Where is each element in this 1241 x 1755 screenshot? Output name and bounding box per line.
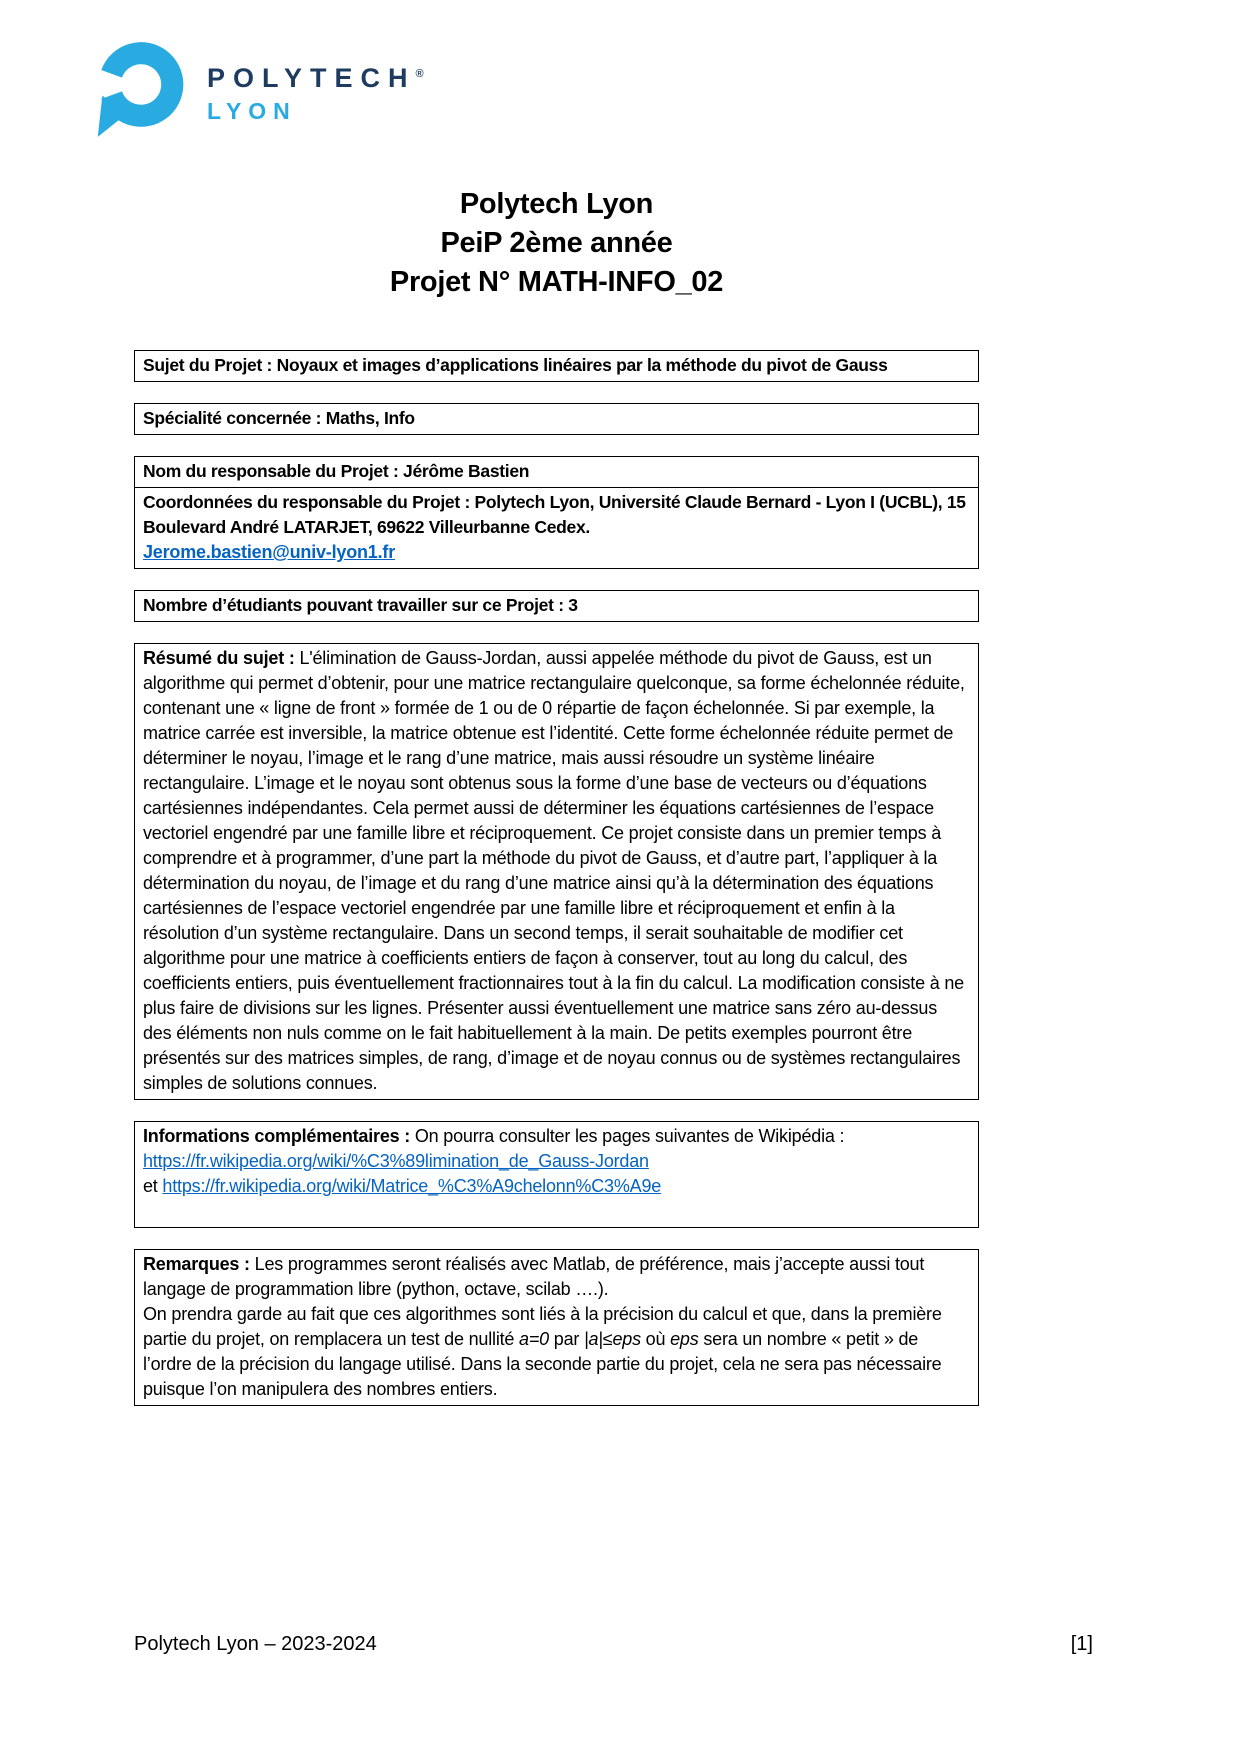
- resume-label: Résumé du sujet :: [143, 648, 295, 668]
- section-specialite: [134, 403, 979, 435]
- logo-city-text: LYON: [207, 98, 297, 124]
- responsable-nom-text: Nom du responsable du Projet : Jérôme Bastien: [143, 461, 530, 481]
- section-remarques: [134, 1249, 979, 1406]
- title-line-2: PeiP 2ème année: [440, 227, 673, 259]
- resume-text: L'élimination de Gauss-Jordan, aussi appelée méthode du pivot de Gauss, est un algorithme qui permet d’obtenir, pour une matrice rectangulaire quelconque, sa forme échelonnée réduite, contenant une « ligne de front » formée de 1 ou de 0 répartie de façon échelonnée. Si par exemple, la matrice carrée est inversible, la matrice obtenue est l’identité. Cette forme échelonnée réduite permet de déterminer le noyau, l’image et le rang d’une matrice, mais aussi résoudre un système linéaire rectangulaire. L’image et le noyau sont obtenus sous la forme d’une base de vecteurs ou d’équations cartésiennes indépendantes. Cela permet aussi de déterminer les équations cartésiennes de l’espace vectoriel engendré par une famille libre et réciproquement. Ce projet consiste dans un premier temps à comprendre et à programmer, d’une part la méthode du pivot de Gauss, et d’autre part, l’appliquer à la détermination du noyau, de l’image et du rang d’une matrice ainsi qu’à la détermination des équations cartésiennes de l’espace vectoriel engendrée par une famille libre et réciproquement et enfin à la résolution d’un système rectangulaire. Dans un second temps, il serait souhaitable de modifier cet algorithme pour une matrice à coefficients entiers de façon à conserver, tout au long du calcul, des coefficients entiers, puis éventuellement fractionnaires tout à la fin du calcul. La modification consiste à ne plus faire de divisions sur les lignes. Présenter aussi éventuellement une matrice sans zéro au-dessus des éléments non nuls comme on le fait habituellement à la main. De petits exemples pourront être présentés sur des matrices simples, de rang, d’image et de noyau connus ou de systèmes rectangulaires simples de solutions connues.: [143, 648, 965, 1093]
- responsable-coordonnees-row: [135, 487, 978, 568]
- remarques-paragraph-1: [143, 1252, 970, 1302]
- remarques-para2-text-3: où: [640, 1329, 671, 1349]
- remarques-label: Remarques :: [143, 1254, 250, 1274]
- informations-label: Informations complémentaires :: [143, 1126, 411, 1146]
- logo-brand-label: POLYTECH: [207, 63, 416, 93]
- remarques-paragraph-2: [143, 1302, 970, 1402]
- sujet-text: Sujet du Projet : Noyaux et images d’applications linéaires par la méthode du pivot de Gauss: [143, 355, 888, 375]
- wikipedia-link-matrice-echelonnee[interactable]: https://fr.wikipedia.org/wiki/Matrice_%C3%A9chelonn%C3%A9e: [162, 1176, 662, 1196]
- section-informations: [134, 1121, 979, 1228]
- remarques-para2-text-4: sera un nombre « petit » de l’ordre de la précision du langage utilisé. Dans la seconde partie du projet, cela ne sera pas nécessaire puisque l’on manipulera des nombres entiers.: [143, 1329, 942, 1399]
- section-sujet-du-projet: [134, 350, 979, 382]
- specialite-text: Spécialité concernée : Maths, Info: [143, 408, 415, 428]
- registered-trademark-icon: ®: [415, 68, 424, 80]
- wikipedia-link-gauss-jordan[interactable]: https://fr.wikipedia.org/wiki/%C3%89limination_de_Gauss-Jordan: [143, 1151, 649, 1171]
- remarques-para2-text-2: par: [548, 1329, 584, 1349]
- math-eps: eps: [670, 1329, 699, 1349]
- page-footer: [134, 1632, 1093, 1656]
- footer-school-year: Polytech Lyon – 2023-2024: [134, 1633, 377, 1655]
- page-number: [1]: [1070, 1633, 1093, 1655]
- section-responsable: [134, 456, 979, 569]
- email-link[interactable]: Jerome.bastien@univ-lyon1.fr: [143, 542, 396, 562]
- nombre-etudiants-text: Nombre d’étudiants pouvant travailler sur ce Projet : 3: [143, 595, 578, 615]
- informations-intro-line: [143, 1124, 970, 1149]
- title-line-1: Polytech Lyon: [459, 188, 654, 220]
- title-line-3: Projet N° MATH-INFO_02: [389, 266, 724, 298]
- remarques-para1-text: Les programmes seront réalisés avec Matlab, de préférence, mais j’accepte aussi tout langage de programmation libre (python, octave, scilab ….).: [143, 1254, 925, 1299]
- math-nullity-test: a=0: [519, 1329, 549, 1349]
- informations-intro-text: On pourra consulter les pages suivantes de Wikipédia :: [410, 1126, 845, 1146]
- section-resume: [134, 643, 979, 1100]
- polytech-p-icon: [95, 38, 187, 142]
- logo-brand-text: [207, 60, 424, 92]
- remarques-para2-text-1: On prendra garde au fait que ces algorithmes sont liés à la précision du calcul et que, dans la première partie du projet, on remplacera un test de nullité: [143, 1304, 942, 1349]
- responsable-nom-row: [135, 457, 978, 487]
- section-nombre-etudiants: [134, 590, 979, 622]
- link2-prefix: et: [143, 1176, 163, 1196]
- polytech-logo: [95, 38, 424, 142]
- responsable-coordonnees-text: Coordonnées du responsable du Projet : Polytech Lyon, Université Claude Bernard - Lyon I (UCBL), 15 Boulevard André LATARJET, 69622 Villeurbanne Cedex.: [143, 492, 966, 537]
- logo-wordmark: [207, 38, 424, 124]
- math-abs-eps: |a|≤eps: [584, 1329, 641, 1349]
